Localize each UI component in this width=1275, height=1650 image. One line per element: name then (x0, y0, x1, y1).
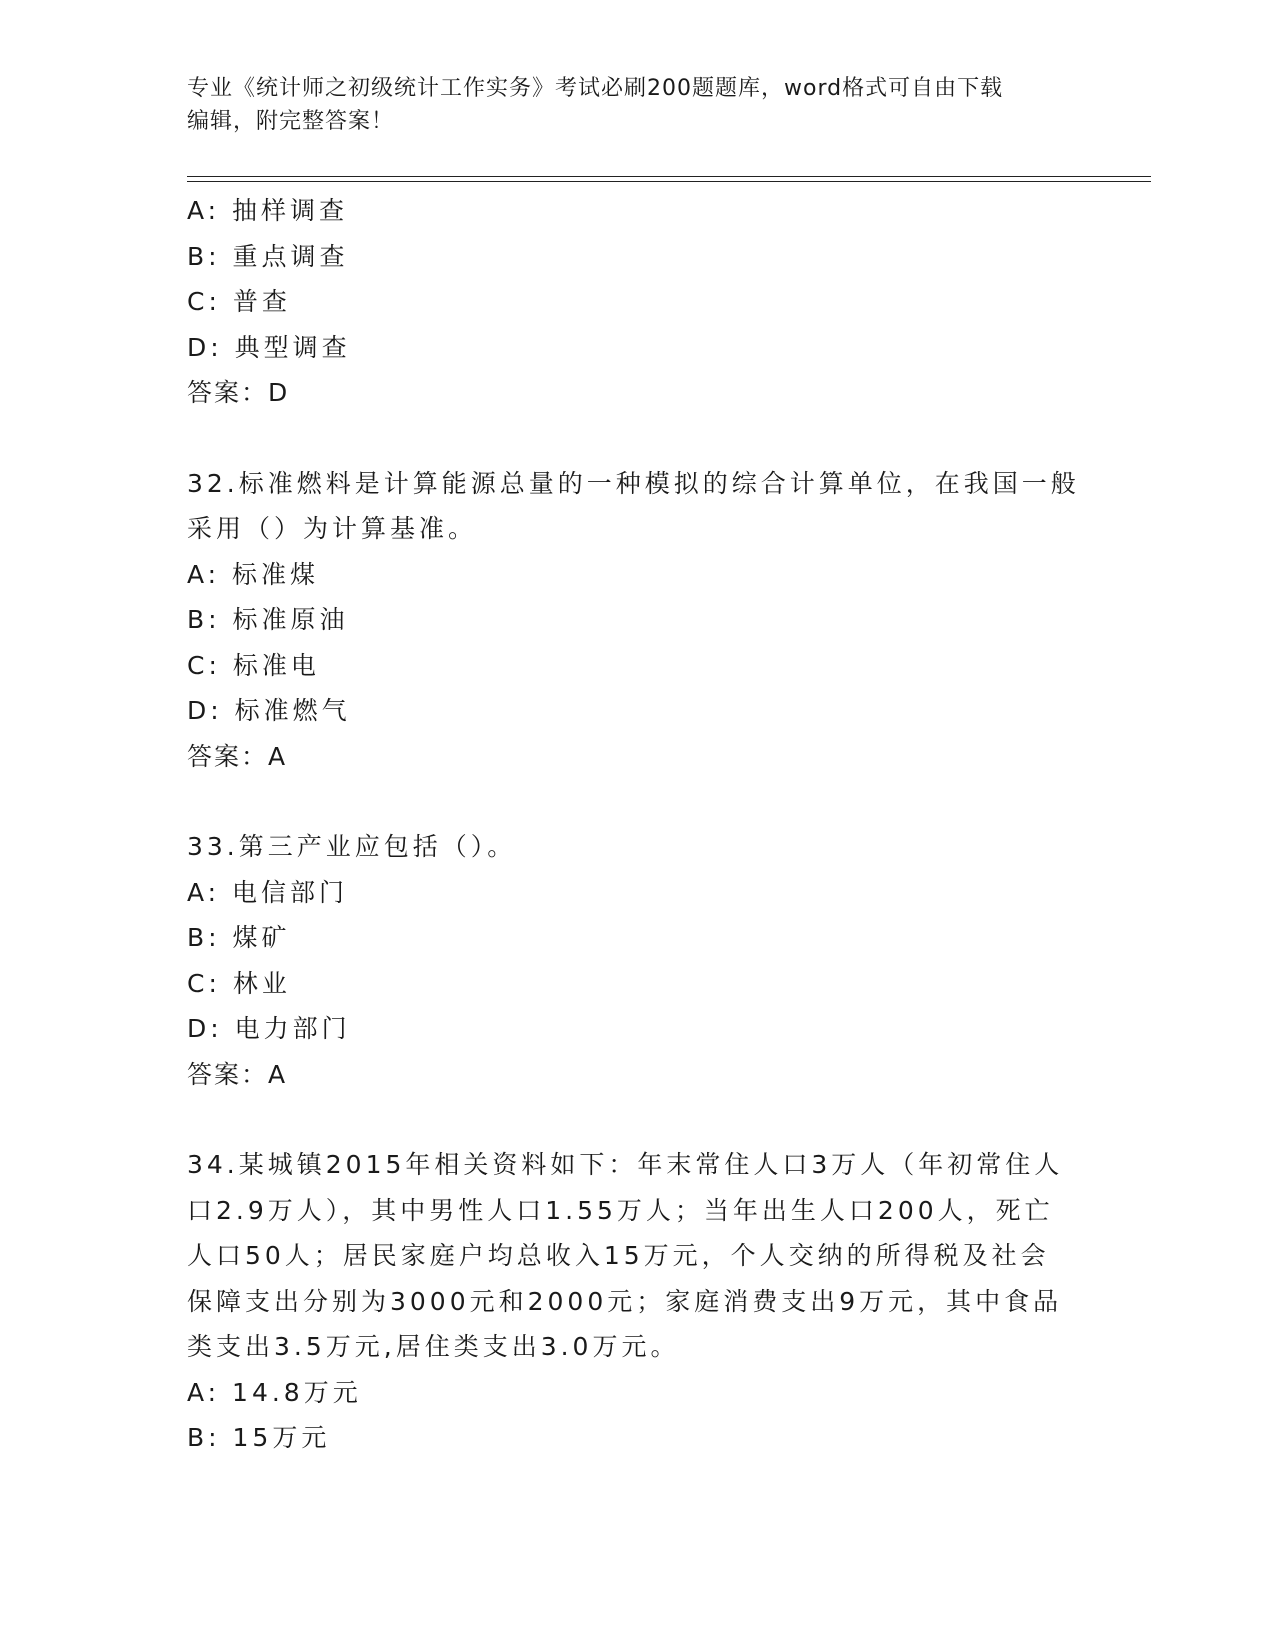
option-a: A: 抽样调查 (187, 196, 349, 225)
question-stem-line-4: 保障支出分别为3000元和2000元；家庭消费支出9万元，其中食品 (187, 1286, 1063, 1316)
question-33 (187, 824, 1087, 1097)
option-b: B: 15万元 (187, 1423, 331, 1452)
question-stem-line-1: 32.标准燃料是计算能源总量的一种模拟的综合计算单位，在我国一般 (187, 468, 1080, 498)
spacer (187, 416, 1087, 461)
question-stem-line-5: 类支出3.5万元,居住类支出3.0万元。 (187, 1332, 680, 1361)
option-a: A: 14.8万元 (187, 1377, 362, 1407)
question-stem-line-1: 34.某城镇2015年相关资料如下：年末常住人口3万人（年初常住人 (187, 1150, 1064, 1179)
option-b: B: 标准原油 (187, 605, 349, 634)
option-d: D: 典型调查 (187, 332, 351, 362)
question-stem-line-2: 采用（）为计算基准。 (187, 514, 478, 543)
question-stem-line-1: 33.第三产业应包括（）。 (187, 832, 517, 861)
option-c: C: 标准电 (187, 650, 320, 680)
question-32 (187, 461, 1087, 780)
question-34 (187, 1142, 1087, 1461)
option-c: C: 普查 (187, 287, 291, 316)
spacer (187, 779, 1087, 824)
header-line-2: 编辑，附完整答案！ (187, 109, 395, 134)
option-a: A: 电信部门 (187, 877, 349, 907)
option-a: A: 标准煤 (187, 559, 320, 589)
answer-line: 答案：A (187, 741, 288, 771)
header-line-1: 专业《统计师之初级统计工作实务》考试必刷200题题库，word格式可自由下载 (187, 76, 1004, 101)
document-header (187, 72, 1067, 138)
answer-line: 答案：D (187, 378, 290, 407)
question-31 (187, 188, 1087, 416)
option-c: C: 林业 (187, 968, 291, 998)
option-d: D: 电力部门 (187, 1014, 351, 1043)
option-d: D: 标准燃气 (187, 696, 351, 725)
answer-line: 答案：A (187, 1059, 288, 1089)
header-divider-bottom (187, 181, 1151, 182)
option-b: B: 重点调查 (187, 241, 349, 271)
question-stem-line-3: 人口50人；居民家庭户均总收入15万元，个人交纳的所得税及社会 (187, 1241, 1050, 1270)
question-list (187, 188, 1087, 1461)
spacer (187, 1097, 1087, 1142)
header-divider-top (187, 176, 1151, 177)
question-stem-line-2: 口2.9万人），其中男性人口1.55万人；当年出生人口200人，死亡 (187, 1195, 1054, 1225)
option-b: B: 煤矿 (187, 923, 291, 952)
